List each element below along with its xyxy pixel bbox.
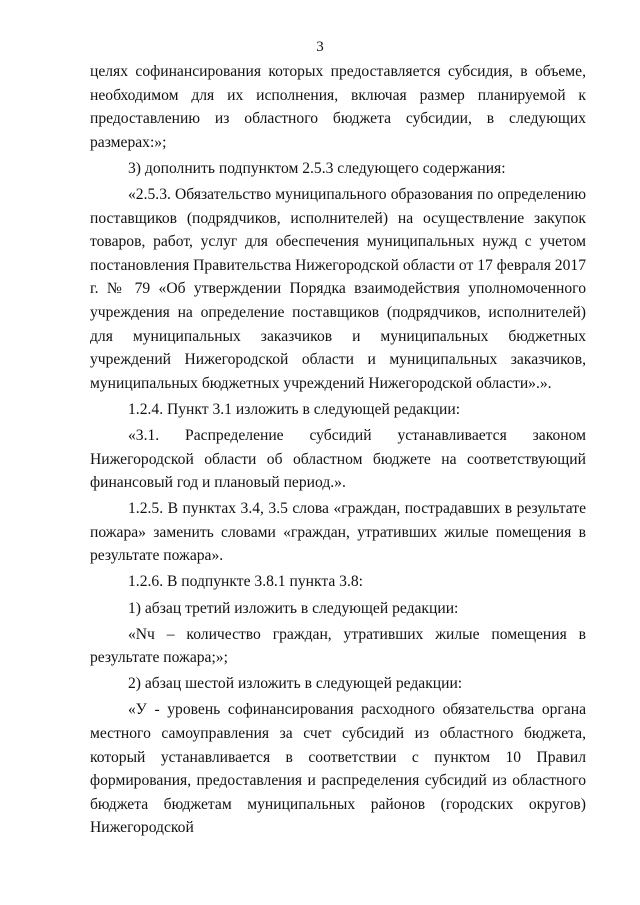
paragraph: «3.1. Распределение субсидий устанавливается законом Нижегородской области об областном бюджете на соответствующий финансовый год и плановый период.». xyxy=(90,426,586,492)
paragraph: 3) дополнить подпунктом 2.5.3 следующего содержания: xyxy=(128,159,506,177)
document-body xyxy=(90,60,586,843)
paragraph: 1.2.6. В подпункте 3.8.1 пункта 3.8: xyxy=(128,573,363,591)
paragraph: 1) абзац третий изложить в следующей редакции: xyxy=(128,599,459,617)
paragraph: «2.5.3. Обязательство муниципального образования по определению поставщиков (подрядчиков, исполнителей) на осуществление закупок товаров, работ, услуг для обеспечения муниципальных нужд с учетом постановления Правительства Нижегородской области от 17 февраля 2017 г. № 79 «Об утверждении Порядка взаимодействия уполномоченного учреждения на определение поставщиков (подрядчиков, исполнителей) для муниципальных заказчиков и муниципальных бюджетных учреждений Нижегородской области и муниципальных заказчиков, муниципальных бюджетных учреждений Нижегородской области».». xyxy=(90,185,586,392)
page-number: 3 xyxy=(316,39,324,55)
paragraph: «Nч – количество граждан, утративших жилые помещения в результате пожара;»; xyxy=(90,625,586,667)
paragraph: 1.2.4. Пункт 3.1 изложить в следующей редакции: xyxy=(128,400,461,418)
paragraph: целях софинансирования которых предоставляется субсидия, в объеме, необходимом для их исполнения, включая размер планируемой к предоставлению из областного бюджета субсидии, в следующих размерах:»; xyxy=(90,63,586,151)
paragraph: 2) абзац шестой изложить в следующей редакции: xyxy=(128,675,463,693)
paragraph: 1.2.5. В пунктах 3.4, 3.5 слова «граждан, пострадавших в результате пожара» заменить словами «граждан, утративших жилые помещения в результате пожара». xyxy=(90,500,586,565)
paragraph: «У - уровень софинансирования расходного обязательства органа местного самоуправления за счет субсидий из областного бюджета, который устанавливается в соответствии с пунктом 10 Правил формирования, предоставления и распределения субсидий из областного бюджета бюджетам муниципальных районов (городских округов) Нижегородской xyxy=(90,701,586,837)
